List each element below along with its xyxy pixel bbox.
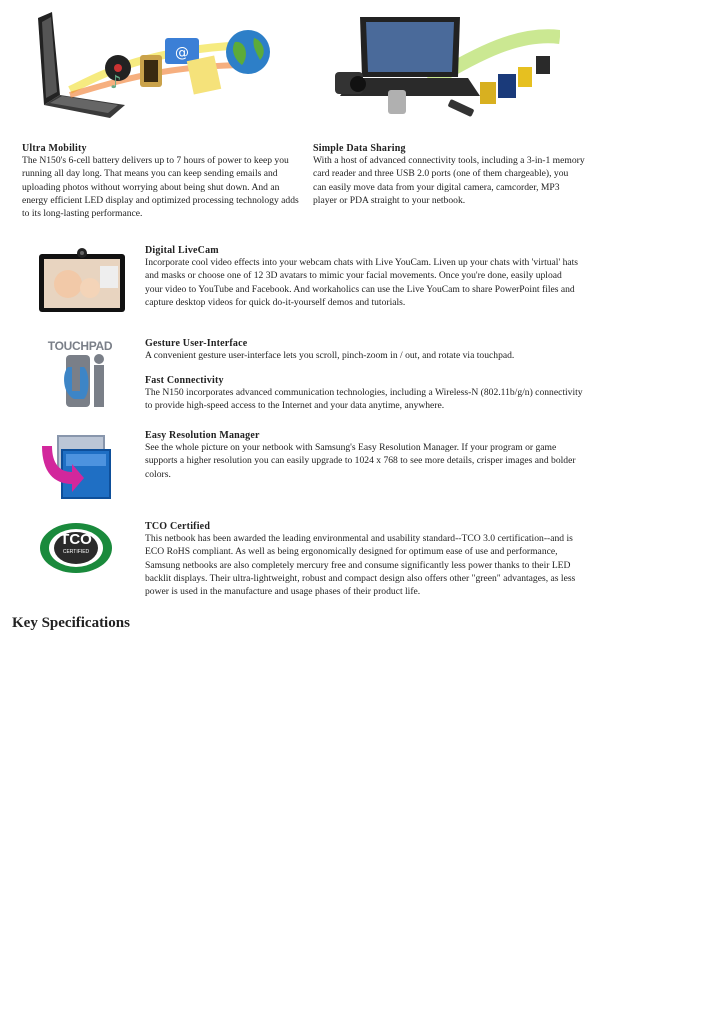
feature-easy-resolution-manager (145, 430, 605, 481)
feature-title: Fast Connectivity (145, 375, 224, 386)
text-line: uploading photos without worrying about being shut down. And an (22, 181, 280, 193)
text-line: See the whole picture on your netbook with Samsung's Easy Resolution Manager. If your program or game (145, 442, 557, 453)
feature-body (145, 386, 605, 413)
feature-simple-data-sharing (313, 143, 603, 207)
text-line: energy efficient LED display and optimized processing technology adds (22, 194, 299, 206)
text-line: can easily move data from your digital camera, camcorder, MP3 (313, 181, 560, 193)
feature-body (22, 154, 312, 220)
text-line: supports a higher resolution you can easily upgrade to 1024 x 768 to see more details, crisper images and bolder (145, 455, 576, 467)
text-line: running all day long. That means you can keep sending emails and (22, 168, 278, 180)
feature-title: Digital LiveCam (145, 245, 219, 256)
webcam-icon (38, 248, 126, 314)
feature-title: Easy Resolution Manager (145, 430, 260, 441)
feature-body (313, 154, 603, 207)
text-line: your video to YouTube and Facebook. And workaholics can use the Live YouCam to share PowerPoint files and (145, 283, 575, 295)
feature-fast-connectivity (145, 375, 605, 413)
text-line: The N150 incorporates advanced communication technologies, including a Wireless-N (802.11b/g/n) connectivity (145, 387, 583, 398)
text-line: This netbook has been awarded the leading environmental and usability standard--TCO 3.0 certification--and is (145, 533, 573, 544)
text-line: The N150's 6-cell battery delivers up to 7 hours of power to keep you (22, 155, 289, 166)
feature-title: Gesture User-Interface (145, 338, 248, 349)
resolution-manager-icon (38, 432, 114, 502)
netbook-apps-illustration (30, 10, 280, 125)
text-line: to provide high-speed access to the Internet and your data anytime, anywhere. (145, 400, 445, 412)
feature-title: Ultra Mobility (22, 143, 87, 154)
text-line: player or PDA straight to your netbook. (313, 194, 466, 206)
text-line: Incorporate cool video effects into your webcam chats with Live YouCam. Liven up your chats with 'virtual' hats (145, 257, 579, 268)
feature-body (145, 256, 605, 309)
text-line: A convenient gesture user-interface lets you scroll, pinch-zoom in / out, and rotate via touchpad. (145, 350, 515, 361)
tco-certified-icon (38, 521, 114, 575)
feature-body (145, 349, 605, 362)
feature-title: Simple Data Sharing (313, 143, 406, 154)
text-line: card reader and three USB 2.0 ports (one of them chargeable), you (313, 168, 569, 180)
text-line: With a host of advanced connectivity tools, including a 3-in-1 memory (313, 155, 585, 166)
section-title-key-specifications: Key Specifications (12, 615, 130, 631)
feature-gesture-ui (145, 338, 605, 362)
feature-ultra-mobility (22, 143, 312, 220)
svg-text:@: @ (175, 45, 189, 61)
data-sharing-illustration (330, 12, 560, 124)
text-line: ECO RoHS compliant. As well as being ergonomically designed for optimum ease of use and performance, (145, 546, 558, 558)
text-line: colors. (145, 468, 171, 480)
tco-label: TCO (60, 531, 92, 548)
text-line: backlit displays. Their ultra-lightweight, robust and compact design also offers other "green" advantages, as less (145, 572, 576, 584)
text-line: and masks or choose one of 12 3D avatars to mimic your facial movements. Once you're done, easily upload (145, 270, 562, 282)
svg-text:♪: ♪ (110, 72, 122, 93)
touchpad-label: TOUCHPAD (47, 339, 113, 353)
feature-body (145, 532, 605, 598)
text-line: power is used in the manufacture and usage phases of their product life. (145, 586, 421, 598)
text-line: to its long-lasting performance. (22, 208, 143, 220)
feature-body (145, 441, 605, 481)
feature-title: TCO Certified (145, 521, 211, 532)
touchpad-icon (36, 339, 124, 411)
feature-tco-certified (145, 521, 605, 598)
tco-sublabel: CERTIFIED (62, 549, 90, 555)
text-line: capture desktop videos for quick do-it-yourself demos and tutorials. (145, 296, 406, 308)
feature-digital-livecam (145, 245, 605, 309)
text-line: Samsung netbooks are also completely mercury free and consume significantly less power thanks to their LED (145, 559, 571, 571)
